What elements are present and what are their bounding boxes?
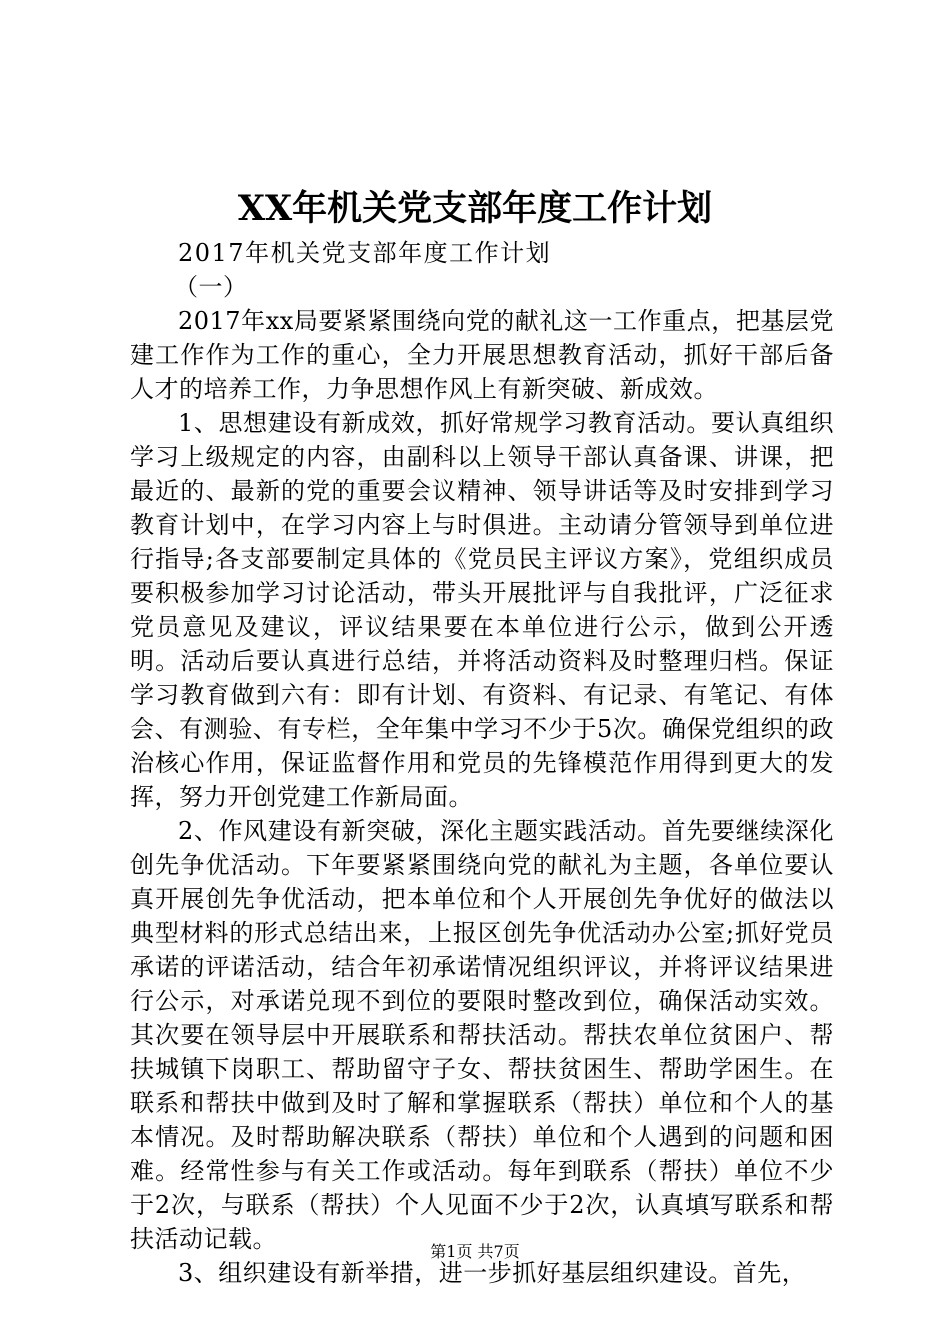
body-paragraph-intro: 2017年xx局要紧紧围绕向党的献礼这一工作重点，把基层党建工作作为工作的重心，全力开展思想教育活动，抓好干部后备人才的培养工作，力争思想作风上有新突破、新成效。: [130, 307, 834, 403]
body-paragraph-ideology: 1、思想建设有新成效，抓好常规学习教育活动。要认真组织学习上级规定的内容，由副科以上领导干部认真备课、讲课，把最近的、最新的党的重要会议精神、领导讲话等及时安排到学习教育计划中，在学习内容上与时俱进。主动请分管领导到单位进行指导;各支部要制定具体的《党员民主评议方案》，党组织成员要积极参加学习讨论活动，带头开展批评与自我批评，广泛征求党员意见及建议，评议结果要在本单位进行公示，做到公开透明。活动后要认真进行总结，并将活动资料及时整理归档。保证学习教育做到六有：即有计划、有资料、有记录、有笔记、有体会、有测验、有专栏，全年集中学习不少于5次。确保党组织的政治核心作用，保证监督作用和党员的先锋模范作用得到更大的发挥，努力开创党建工作新局面。: [130, 409, 834, 811]
document-subtitle: 2017年机关党支部年度工作计划: [178, 239, 552, 267]
section-marker: （一）: [174, 273, 248, 301]
document-body: [130, 236, 834, 1290]
document-title: XX年机关党支部年度工作计划: [237, 188, 713, 229]
body-paragraph-work-style: 2、作风建设有新突破，深化主题实践活动。首先要继续深化创先争优活动。下年要紧紧围绕向党的献礼为主题，各单位要认真开展创先争优活动，把本单位和个人开展创先争优好的做法以典型材料的形式总结出来，上报区创先争优活动办公室;抓好党员承诺的评诺活动，结合年初承诺情况组织评议，并将评议结果进行公示，对承诺兑现不到位的要限时整改到位，确保活动实效。其次要在领导层中开展联系和帮扶活动。帮扶农单位贫困户、帮扶城镇下岗职工、帮助留守子女、帮扶贫困生、帮助学困生。在联系和帮扶中做到及时了解和掌握联系（帮扶）单位和个人的基本情况。及时帮助解决联系（帮扶）单位和个人遇到的问题和困难。经常性参与有关工作或活动。每年到联系（帮扶）单位不少于2次，与联系（帮扶）个人见面不少于2次，认真填写联系和帮扶活动记载。: [130, 817, 834, 1253]
body-paragraph-organization: 3、组织建设有新举措，进一步抓好基层组织建设。首先，: [178, 1259, 807, 1287]
page-footer: 第1页 共7页: [430, 1242, 520, 1261]
